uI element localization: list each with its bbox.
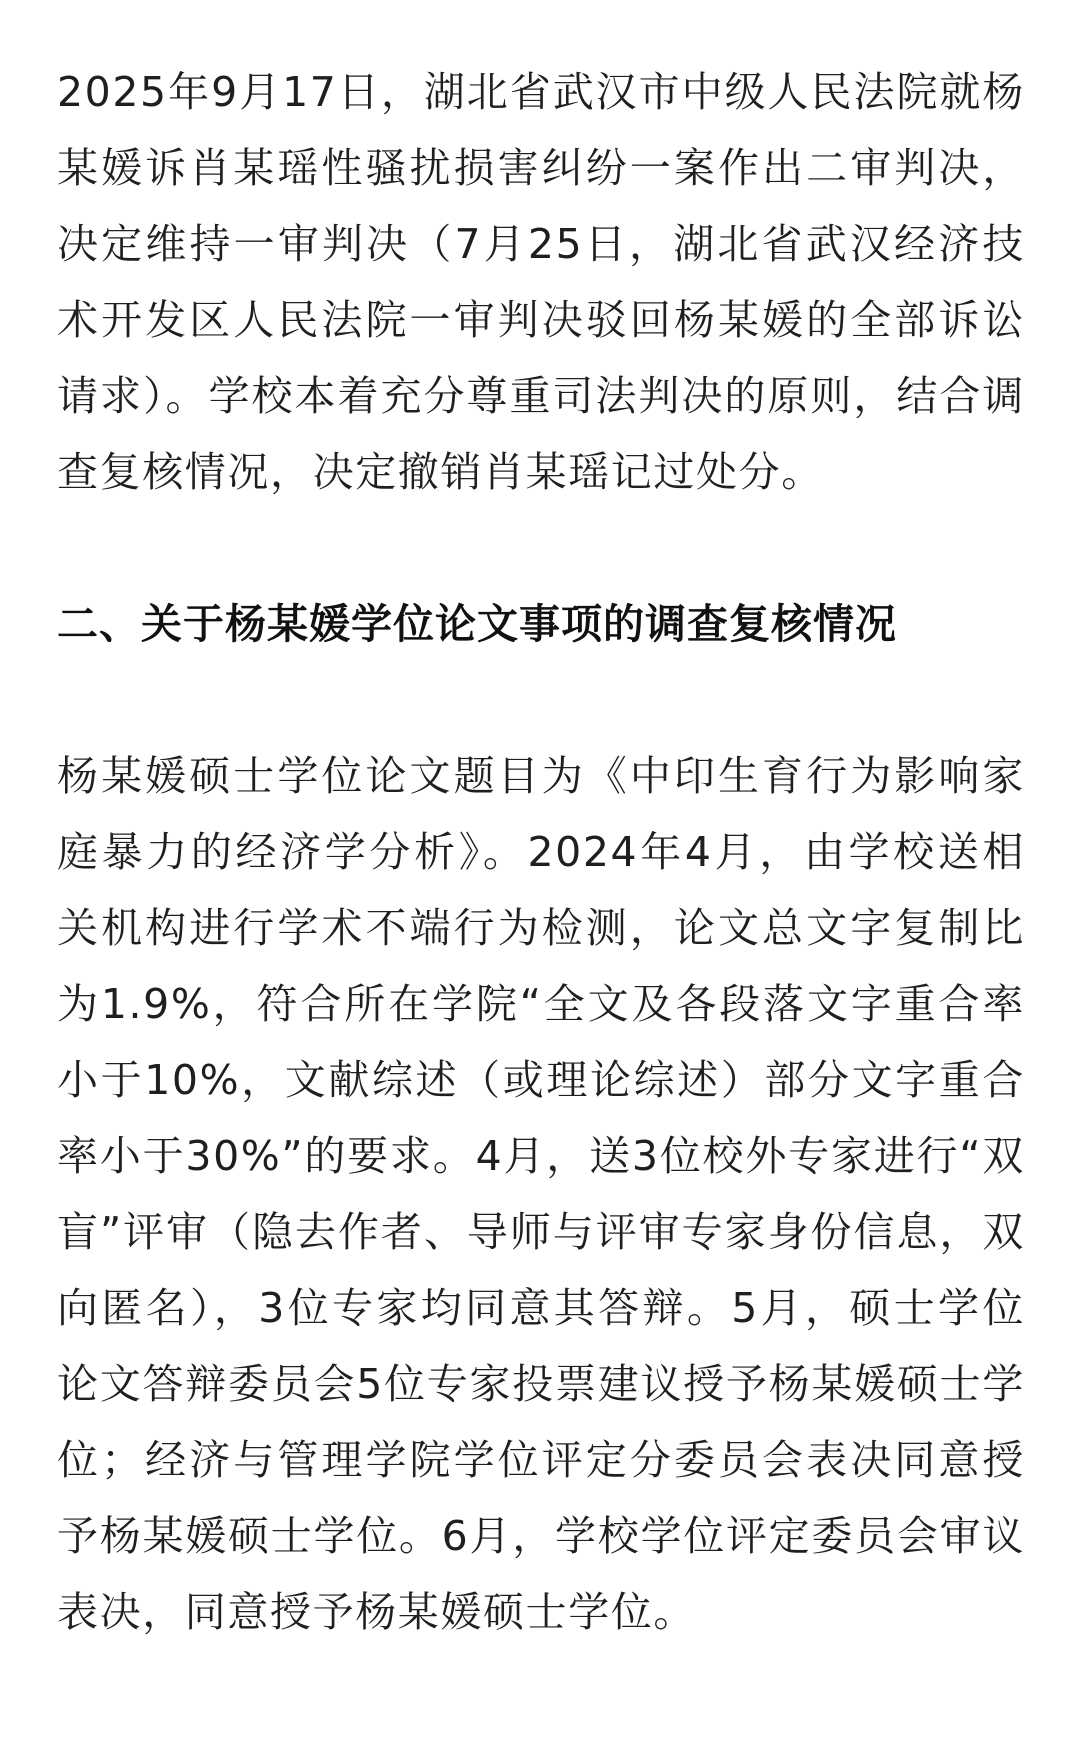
paragraph-court-ruling: 2025年9月17日，湖北省武汉市中级人民法院就杨某媛诉肖某瑶性骚扰损害纠纷一案作出二审判决，决定维持一审判决（7月25日，湖北省武汉经济技术开发区人民法院一审判决驳回杨某媛的全部诉讼请求）。学校本着充分尊重司法判决的原则，结合调查复核情况，决定撤销肖某瑶记过处分。 bbox=[57, 68, 1025, 496]
paragraph-thesis-review: 杨某媛硕士学位论文题目为《中印生育行为影响家庭暴力的经济学分析》。2024年4月，由学校送相关机构进行学术不端行为检测，论文总文字复制比为1.9%，符合所在学院“全文及各段落文字重合率小于10%，文献综述（或理论综述）部分文字重合率小于30%”的要求。4月，送3位校外专家进行“双盲”评审（隐去作者、导师与评审专家身份信息，双向匿名），3位专家均同意其答辩。5月，硕士学位论文答辩委员会5位专家投票建议授予杨某媛硕士学位；经济与管理学院学位评定分委员会表决同意授予杨某媛硕士学位。6月，学校学位评定委员会审议表决，同意授予杨某媛硕士学位。 bbox=[57, 752, 1025, 1636]
heading-spacer bbox=[57, 662, 1025, 738]
paragraph-spacer bbox=[57, 510, 1025, 586]
section-heading: 二、关于杨某媛学位论文事项的调查复核情况 bbox=[57, 600, 897, 648]
article-body bbox=[57, 54, 1025, 1650]
